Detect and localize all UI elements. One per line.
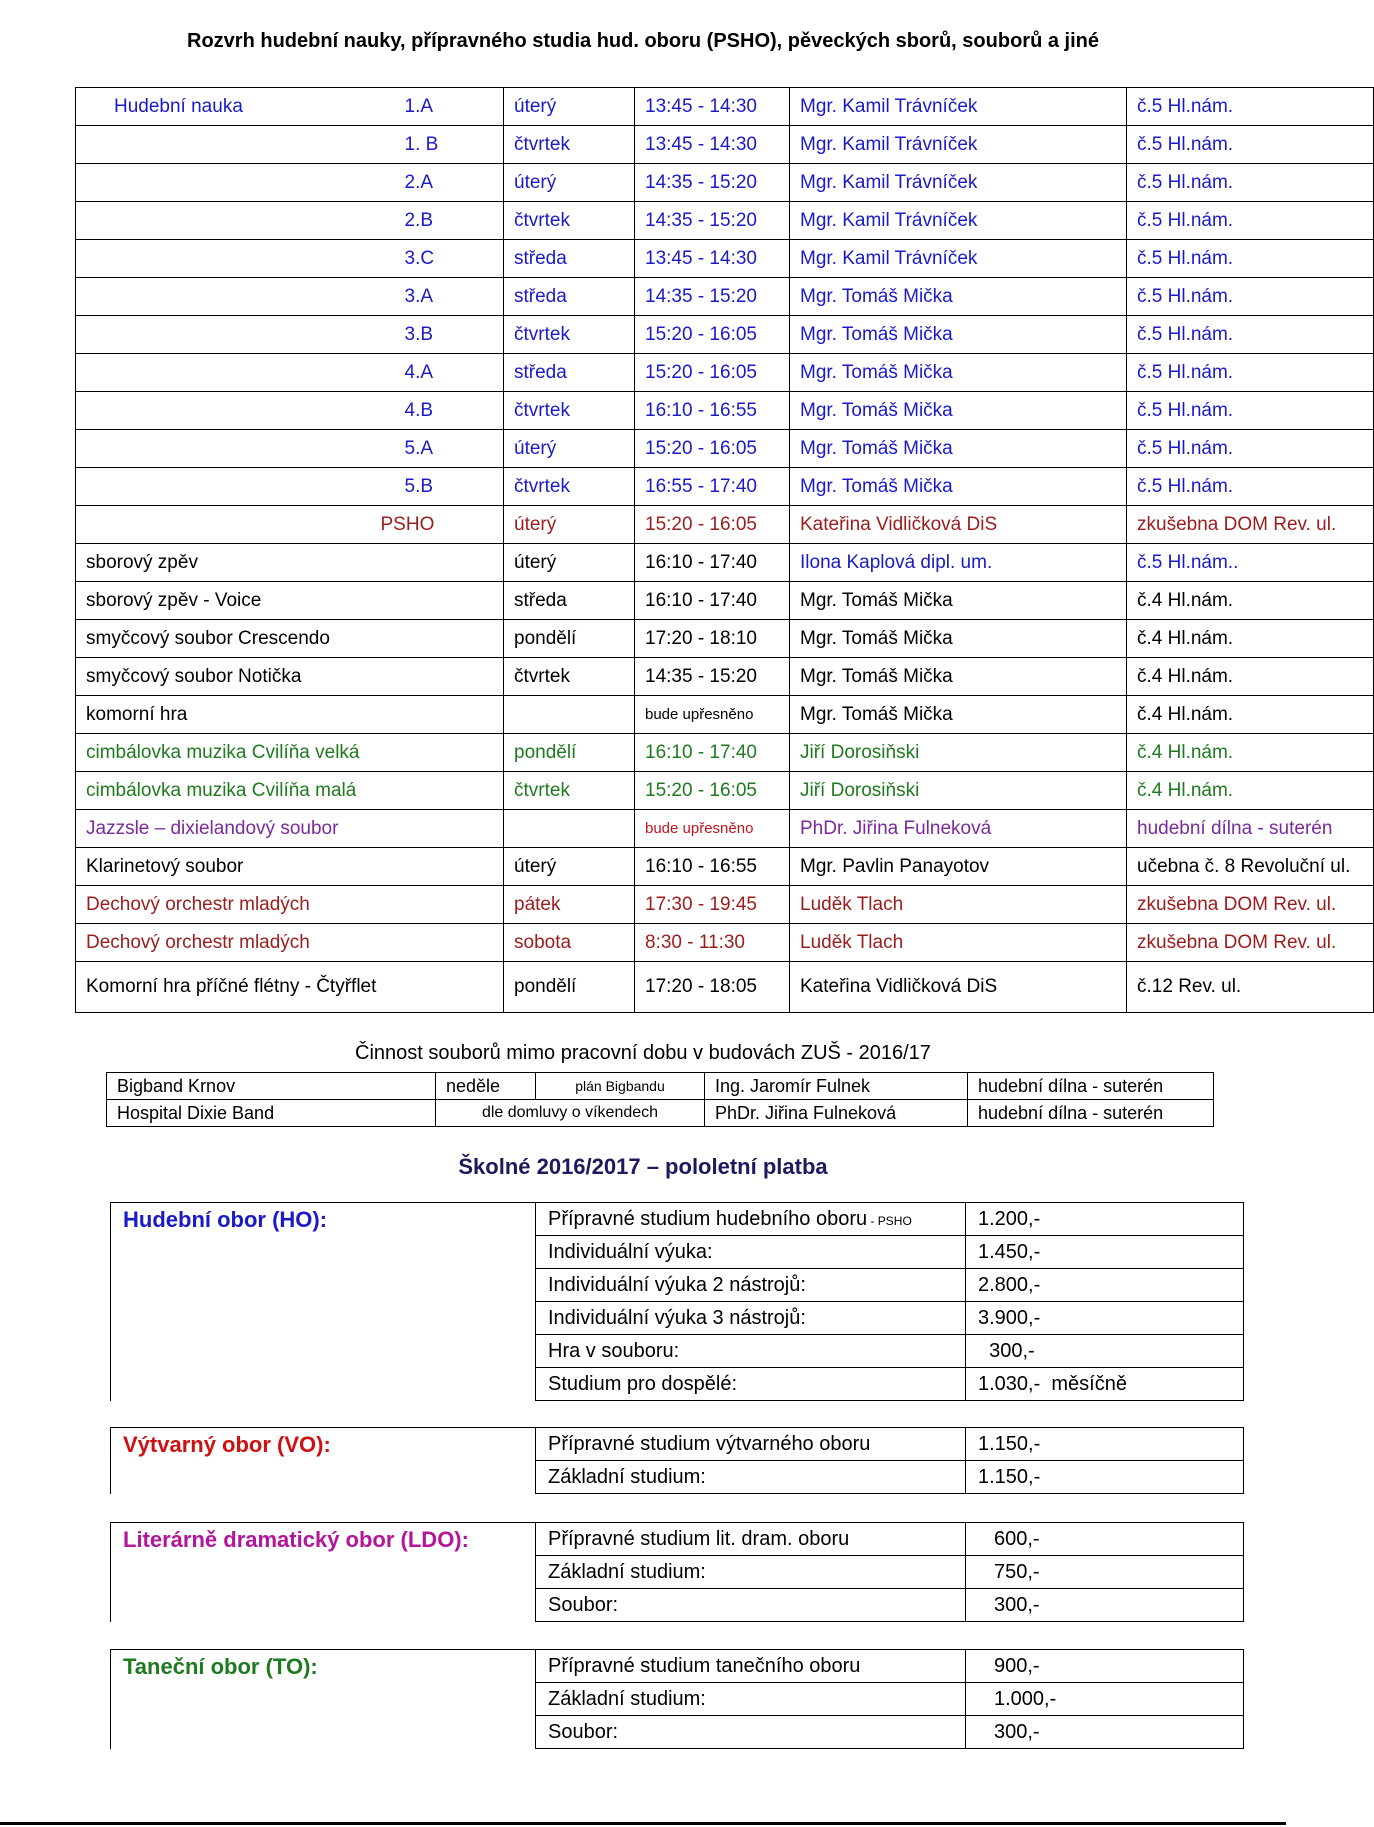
table-row (76, 468, 1374, 506)
fee-amount: 300,- (966, 1589, 1244, 1622)
fee-item-label: Hra v souboru: (548, 1339, 680, 1362)
fee-item (536, 1716, 966, 1749)
schedule-teacher: Mgr. Tomáš Mička (790, 696, 1127, 734)
schedule-day: úterý (504, 88, 635, 126)
fee-category-label: Hudební obor (HO): (111, 1203, 536, 1401)
fee-amount: 1.150,- (966, 1428, 1244, 1461)
ensembles-title: Činnost souborů mimo pracovní dobu v budovách ZUŠ - 2016/17 (355, 1042, 931, 1064)
schedule-teacher: Kateřina Vidličková DiS (790, 962, 1127, 1013)
fee-category-label: Literárně dramatický obor (LDO): (111, 1523, 536, 1622)
fee-amount: 3.900,- (966, 1302, 1244, 1335)
schedule-name: cimbálovka muzika Cvilíňa malá (76, 772, 405, 810)
schedule-day: čtvrtek (504, 658, 635, 696)
fee-item-label: Přípravné studium lit. dram. oboru (548, 1527, 850, 1550)
schedule-teacher: Mgr. Tomáš Mička (790, 354, 1127, 392)
schedule-cls: 1.A (405, 88, 504, 126)
schedule-day: čtvrtek (504, 316, 635, 354)
fees-vo-table (110, 1427, 1244, 1494)
schedule-name (76, 392, 405, 430)
schedule-time: 15:20 - 16:05 (635, 506, 790, 544)
schedule-teacher: Mgr. Tomáš Mička (790, 582, 1127, 620)
schedule-name: cimbálovka muzika Cvilíňa velká (76, 734, 405, 772)
ensemble-leader: Ing. Jaromír Fulnek (705, 1073, 968, 1100)
schedule-time: 16:10 - 16:55 (635, 848, 790, 886)
schedule-teacher: Luděk Tlach (790, 924, 1127, 962)
fee-item (536, 1589, 966, 1622)
schedule-room: zkušebna DOM Rev. ul. (1127, 506, 1374, 544)
fee-amount: 300,- (966, 1335, 1244, 1368)
schedule-time: 16:10 - 16:55 (635, 392, 790, 430)
table-row (76, 544, 1374, 582)
schedule-time: 16:10 - 17:40 (635, 734, 790, 772)
schedule-cls (405, 544, 504, 582)
schedule-room: č.5 Hl.nám. (1127, 126, 1374, 164)
table-row (76, 962, 1374, 1013)
fee-amount: 600,- (966, 1523, 1244, 1556)
schedule-teacher: Mgr. Tomáš Mička (790, 430, 1127, 468)
fee-item-label: Základní studium: (548, 1560, 706, 1583)
schedule-time: 17:30 - 19:45 (635, 886, 790, 924)
schedule-day: pondělí (504, 962, 635, 1013)
bottom-rule (0, 1822, 1286, 1825)
schedule-cls (405, 734, 504, 772)
schedule-day: sobota (504, 924, 635, 962)
fee-item-label: Základní studium: (548, 1465, 706, 1488)
table-row (76, 126, 1374, 164)
ensemble-note: plán Bigbandu (536, 1073, 705, 1100)
fee-item-label: Přípravné studium hudebního oboru (548, 1207, 868, 1230)
ensemble-day: dle domluvy o víkendech (436, 1100, 705, 1127)
table-row (111, 1523, 1244, 1556)
schedule-time: 14:35 - 15:20 (635, 164, 790, 202)
table-row (76, 430, 1374, 468)
ensembles-table (106, 1072, 1214, 1127)
fee-item-label: Soubor: (548, 1593, 619, 1616)
schedule-time: 17:20 - 18:05 (635, 962, 790, 1013)
table-row (76, 278, 1374, 316)
schedule-name (76, 430, 405, 468)
schedule-cls: 5.A (405, 430, 504, 468)
schedule-teacher: Mgr. Kamil Trávníček (790, 164, 1127, 202)
schedule-name (76, 202, 405, 240)
fee-item (536, 1683, 966, 1716)
table-row (76, 506, 1374, 544)
schedule-cls: 1. B (405, 126, 504, 164)
schedule-time: 15:20 - 16:05 (635, 430, 790, 468)
fee-item (536, 1269, 966, 1302)
schedule-name: komorní hra (76, 696, 405, 734)
schedule-time: 15:20 - 16:05 (635, 354, 790, 392)
schedule-day: pondělí (504, 734, 635, 772)
schedule-time: bude upřesněno (635, 696, 790, 734)
table-row (76, 810, 1374, 848)
schedule-teacher: Mgr. Tomáš Mička (790, 316, 1127, 354)
schedule-name (76, 240, 405, 278)
schedule-room: č.5 Hl.nám. (1127, 430, 1374, 468)
schedule-cls: 4.A (405, 354, 504, 392)
schedule-name: Komorní hra příčné flétny - Čtyřflet (76, 962, 405, 1013)
schedule-name: sborový zpěv (76, 544, 405, 582)
schedule-cls (405, 658, 504, 696)
schedule-day: úterý (504, 544, 635, 582)
table-row (76, 582, 1374, 620)
fee-item (536, 1203, 966, 1236)
fee-item-label: Přípravné studium výtvarného oboru (548, 1432, 871, 1455)
table-row (76, 354, 1374, 392)
fee-item (536, 1461, 966, 1494)
fee-amount: 1.200,- (966, 1203, 1244, 1236)
schedule-teacher: Luděk Tlach (790, 886, 1127, 924)
schedule-cls: 3.A (405, 278, 504, 316)
schedule-name: sborový zpěv - Voice (76, 582, 405, 620)
fee-item (536, 1556, 966, 1589)
schedule-time: 16:10 - 17:40 (635, 582, 790, 620)
schedule-cls (405, 772, 504, 810)
fee-item-label: Přípravné studium tanečního oboru (548, 1654, 861, 1677)
schedule-day: čtvrtek (504, 202, 635, 240)
schedule-time: bude upřesněno (635, 810, 790, 848)
fee-amount: 900,- (966, 1650, 1244, 1683)
schedule-day: pondělí (504, 620, 635, 658)
fees-to-table (110, 1649, 1244, 1749)
ensemble-name: Hospital Dixie Band (107, 1100, 436, 1127)
schedule-time: 15:20 - 16:05 (635, 316, 790, 354)
schedule-teacher: Mgr. Tomáš Mička (790, 620, 1127, 658)
schedule-room: č.5 Hl.nám. (1127, 278, 1374, 316)
fee-amount: 1.000,- (966, 1683, 1244, 1716)
fee-amount: 2.800,- (966, 1269, 1244, 1302)
schedule-room: č.4 Hl.nám. (1127, 772, 1374, 810)
fee-item-label: Individuální výuka: (548, 1240, 713, 1263)
schedule-name: Dechový orchestr mladých (76, 924, 405, 962)
schedule-cls (405, 886, 504, 924)
table-row (111, 1650, 1244, 1683)
fee-amount: 1.030,- měsíčně (966, 1368, 1244, 1401)
schedule-cls (405, 582, 504, 620)
schedule-time: 13:45 - 14:30 (635, 88, 790, 126)
schedule-day: čtvrtek (504, 392, 635, 430)
fee-category-label: Výtvarný obor (VO): (111, 1428, 536, 1494)
fee-item (536, 1523, 966, 1556)
fee-amount: 750,- (966, 1556, 1244, 1589)
schedule-room: č.4 Hl.nám. (1127, 620, 1374, 658)
table-row (76, 886, 1374, 924)
schedule-day (504, 810, 635, 848)
schedule-cls: 3.B (405, 316, 504, 354)
schedule-teacher: Mgr. Kamil Trávníček (790, 88, 1127, 126)
schedule-room: č.5 Hl.nám.. (1127, 544, 1374, 582)
schedule-day: pátek (504, 886, 635, 924)
page-title: Rozvrh hudební nauky, přípravného studia hud. oboru (PSHO), pěveckých sborů, souborů a jiné (187, 30, 1099, 52)
schedule-day: středa (504, 278, 635, 316)
schedule-cls (405, 962, 504, 1013)
schedule-time: 14:35 - 15:20 (635, 658, 790, 696)
fee-item-label: Studium pro dospělé: (548, 1372, 738, 1395)
schedule-teacher: Mgr. Tomáš Mička (790, 468, 1127, 506)
table-row (76, 658, 1374, 696)
schedule-day: středa (504, 582, 635, 620)
table-row (76, 316, 1374, 354)
fee-item-suffix: - PSHO (867, 1213, 912, 1228)
schedule-time: 17:20 - 18:10 (635, 620, 790, 658)
schedule-room: č.5 Hl.nám. (1127, 316, 1374, 354)
schedule-name (76, 278, 405, 316)
schedule-day (504, 696, 635, 734)
fees-ldo-table (110, 1522, 1244, 1622)
schedule-time: 13:45 - 14:30 (635, 126, 790, 164)
schedule-room: č.5 Hl.nám. (1127, 88, 1374, 126)
schedule-time: 14:35 - 15:20 (635, 202, 790, 240)
schedule-room: hudební dílna - suterén (1127, 810, 1374, 848)
table-row (76, 772, 1374, 810)
schedule-name: smyčcový soubor Notička (76, 658, 405, 696)
schedule-teacher: Kateřina Vidličková DiS (790, 506, 1127, 544)
schedule-room: č.5 Hl.nám. (1127, 202, 1374, 240)
schedule-room: č.4 Hl.nám. (1127, 734, 1374, 772)
schedule-teacher: Mgr. Tomáš Mička (790, 658, 1127, 696)
schedule-day: čtvrtek (504, 468, 635, 506)
schedule-room: č.5 Hl.nám. (1127, 392, 1374, 430)
table-row (111, 1203, 1244, 1236)
fee-category-label: Taneční obor (TO): (111, 1650, 536, 1749)
schedule-teacher: Ilona Kaplová dipl. um. (790, 544, 1127, 582)
fee-amount: 1.450,- (966, 1236, 1244, 1269)
schedule-room: č.4 Hl.nám. (1127, 696, 1374, 734)
fee-item (536, 1302, 966, 1335)
ensemble-room: hudební dílna - suterén (968, 1073, 1214, 1100)
fee-item (536, 1650, 966, 1683)
fee-item-label: Individuální výuka 2 nástrojů: (548, 1273, 806, 1296)
schedule-day: úterý (504, 506, 635, 544)
schedule-cls: 3.C (405, 240, 504, 278)
fee-amount: 1.150,- (966, 1461, 1244, 1494)
table-row (76, 88, 1374, 126)
schedule-teacher: Mgr. Tomáš Mička (790, 278, 1127, 316)
schedule-room: č.12 Rev. ul. (1127, 962, 1374, 1013)
schedule-cls (405, 924, 504, 962)
schedule-day: úterý (504, 848, 635, 886)
fee-item (536, 1236, 966, 1269)
table-row (76, 392, 1374, 430)
schedule-name: Hudební nauka (76, 88, 405, 126)
schedule-cls: 5.B (405, 468, 504, 506)
schedule-room: č.5 Hl.nám. (1127, 354, 1374, 392)
schedule-room: č.5 Hl.nám. (1127, 468, 1374, 506)
schedule-room: č.5 Hl.nám. (1127, 164, 1374, 202)
fees-title: Školné 2016/2017 – pololetní platba (458, 1154, 828, 1179)
schedule-day: úterý (504, 164, 635, 202)
schedule-table (75, 87, 1374, 1013)
schedule-time: 13:45 - 14:30 (635, 240, 790, 278)
ensemble-room: hudební dílna - suterén (968, 1100, 1214, 1127)
schedule-time: 16:10 - 17:40 (635, 544, 790, 582)
table-row (76, 848, 1374, 886)
fee-item (536, 1368, 966, 1401)
schedule-teacher: Mgr. Pavlin Panayotov (790, 848, 1127, 886)
schedule-teacher: Jiří Dorosiňski (790, 734, 1127, 772)
schedule-day: úterý (504, 430, 635, 468)
ensemble-leader: PhDr. Jiřina Fulneková (705, 1100, 968, 1127)
schedule-room: č.5 Hl.nám. (1127, 240, 1374, 278)
ensemble-name: Bigband Krnov (107, 1073, 436, 1100)
schedule-cls: 2.A (405, 164, 504, 202)
schedule-teacher: Mgr. Kamil Trávníček (790, 202, 1127, 240)
schedule-name (76, 316, 405, 354)
schedule-room: zkušebna DOM Rev. ul. (1127, 924, 1374, 962)
table-row (76, 734, 1374, 772)
schedule-day: čtvrtek (504, 772, 635, 810)
schedule-name: Klarinetový soubor (76, 848, 405, 886)
schedule-teacher: Mgr. Tomáš Mička (790, 392, 1127, 430)
schedule-time: 8:30 - 11:30 (635, 924, 790, 962)
schedule-cls: 2.B (405, 202, 504, 240)
schedule-cls: PSHO (405, 506, 504, 544)
schedule-cls: 4.B (405, 392, 504, 430)
schedule-room: zkušebna DOM Rev. ul. (1127, 886, 1374, 924)
table-row (76, 620, 1374, 658)
schedule-teacher: Mgr. Kamil Trávníček (790, 126, 1127, 164)
schedule-time: 16:55 - 17:40 (635, 468, 790, 506)
fee-amount: 300,- (966, 1716, 1244, 1749)
fee-item (536, 1335, 966, 1368)
schedule-room: učebna č. 8 Revoluční ul. (1127, 848, 1374, 886)
schedule-name (76, 354, 405, 392)
schedule-name: Jazzsle – dixielandový soubor (76, 810, 405, 848)
schedule-cls (405, 696, 504, 734)
schedule-cls (405, 620, 504, 658)
schedule-day: středa (504, 354, 635, 392)
fee-item-label: Soubor: (548, 1720, 619, 1743)
fee-item (536, 1428, 966, 1461)
schedule-teacher: PhDr. Jiřina Fulneková (790, 810, 1127, 848)
table-row (107, 1073, 1214, 1100)
table-row (76, 164, 1374, 202)
schedule-room: č.4 Hl.nám. (1127, 582, 1374, 620)
schedule-cls (405, 848, 504, 886)
fee-item-label: Individuální výuka 3 nástrojů: (548, 1306, 806, 1329)
schedule-day: čtvrtek (504, 126, 635, 164)
schedule-name: smyčcový soubor Crescendo (76, 620, 405, 658)
schedule-teacher: Mgr. Kamil Trávníček (790, 240, 1127, 278)
ensemble-day: neděle (436, 1073, 536, 1100)
schedule-name (76, 126, 405, 164)
schedule-day: středa (504, 240, 635, 278)
schedule-name: Dechový orchestr mladých (76, 886, 405, 924)
fees-ho-table (110, 1202, 1244, 1401)
schedule-room: č.4 Hl.nám. (1127, 658, 1374, 696)
table-row (107, 1100, 1214, 1127)
schedule-time: 14:35 - 15:20 (635, 278, 790, 316)
schedule-time: 15:20 - 16:05 (635, 772, 790, 810)
schedule-name (76, 506, 405, 544)
fee-item-label: Základní studium: (548, 1687, 706, 1710)
table-row (76, 202, 1374, 240)
table-row (76, 924, 1374, 962)
schedule-cls (405, 810, 504, 848)
schedule-teacher: Jiří Dorosiňski (790, 772, 1127, 810)
schedule-name (76, 468, 405, 506)
table-row (76, 240, 1374, 278)
table-row (111, 1428, 1244, 1461)
schedule-name (76, 164, 405, 202)
table-row (76, 696, 1374, 734)
